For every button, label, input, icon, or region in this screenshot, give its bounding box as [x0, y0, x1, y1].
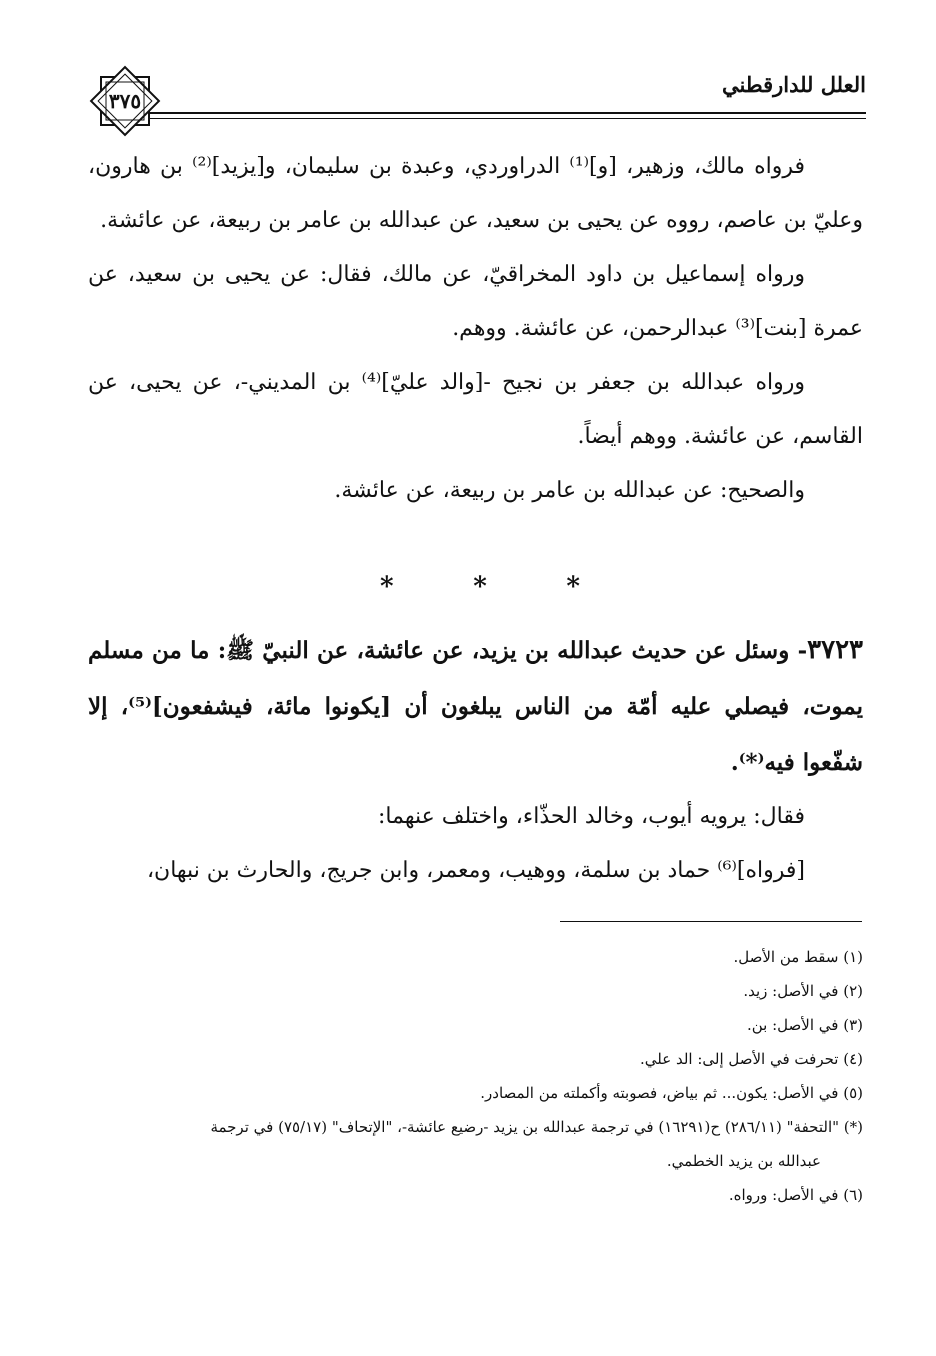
main-text-block-1 — [88, 140, 863, 518]
paragraph: ورواه عبدالله بن جعفر بن نجيح -[والد عليّ]⁽⁴⁾ بن المديني-، عن يحيى، عن القاسم، عن عائشة. ووهم أيضاً. — [88, 370, 863, 449]
footnote: (١) سقط من الأصل. — [733, 948, 863, 966]
footnote: (٥) في الأصل: يكون... ثم بياض، فصوبته وأكملته من المصادر. — [480, 1084, 863, 1102]
page-number: ٣٧٥ — [108, 89, 142, 113]
header-rule — [150, 112, 866, 124]
footnote-separator — [560, 921, 862, 922]
footnote: (٣) في الأصل: بن. — [747, 1016, 863, 1034]
hadith-entry — [88, 622, 863, 791]
footnote: (٦) في الأصل: ورواه. — [728, 1186, 863, 1204]
separator-star: * — [566, 572, 580, 602]
footnote: (٤) تحرفت في الأصل إلى: الد علي. — [640, 1050, 863, 1068]
footnote-continuation: عبدالله بن يزيد الخطمي. — [666, 1152, 821, 1170]
paragraph: [فرواه]⁽⁶⁾ حماد بن سلمة، ووهيب، ومعمر، وابن جريج، والحارث بن نبهان، — [146, 858, 805, 883]
paragraph: فرواه مالك، وزهير، [و]⁽¹⁾ الدراوردي، وعبدة بن سليمان، و[يزيد]⁽²⁾ بن هارون، وعليّ بن عاصم، رووه عن يحيى بن سعيد، عن عبدالله بن عامر بن ربيعة، عن عائشة. — [88, 154, 863, 233]
entry-text: - وسئل عن حديث عبدالله بن يزيد، عن عائشة، عن النبيّ ﷺ: ما من مسلم يموت، فيصلي عليه أمّة من الناس يبلغون أن [يكونوا مائة، فيشفعون]⁽⁵⁾، إلا شفّعوا فيه⁽*⁾. — [88, 637, 863, 776]
separator-star: * — [380, 572, 394, 602]
paragraph: والصحيح: عن عبدالله بن عامر بن ربيعة، عن عائشة. — [334, 478, 805, 503]
page-number-badge — [86, 62, 164, 140]
section-separator — [380, 572, 580, 602]
paragraph: فقال: يرويه أيوب، وخالد الحذّاء، واختلف عنهما: — [378, 804, 805, 829]
footnotes — [86, 940, 863, 1212]
footnote: (*) "التحفة" (٢٨٦/١١) ح(١٦٢٩١) في ترجمة عبدالله بن يزيد -رضيع عائشة-، "الإتحاف" (٧٥/١٧) في ترجمة — [210, 1118, 863, 1136]
entry-number: ٣٧٢٣ — [807, 635, 863, 665]
separator-star: * — [473, 572, 487, 602]
running-header-title: العلل للدارقطني — [722, 72, 866, 97]
footnote: (٢) في الأصل: زيد. — [743, 982, 863, 1000]
paragraph: ورواه إسماعيل بن داود المخراقيّ، عن مالك، فقال: عن يحيى بن سعيد، عن عمرة [بنت]⁽³⁾ عبدالرحمن، عن عائشة. ووهم. — [88, 262, 863, 341]
main-text-block-2 — [88, 790, 863, 898]
